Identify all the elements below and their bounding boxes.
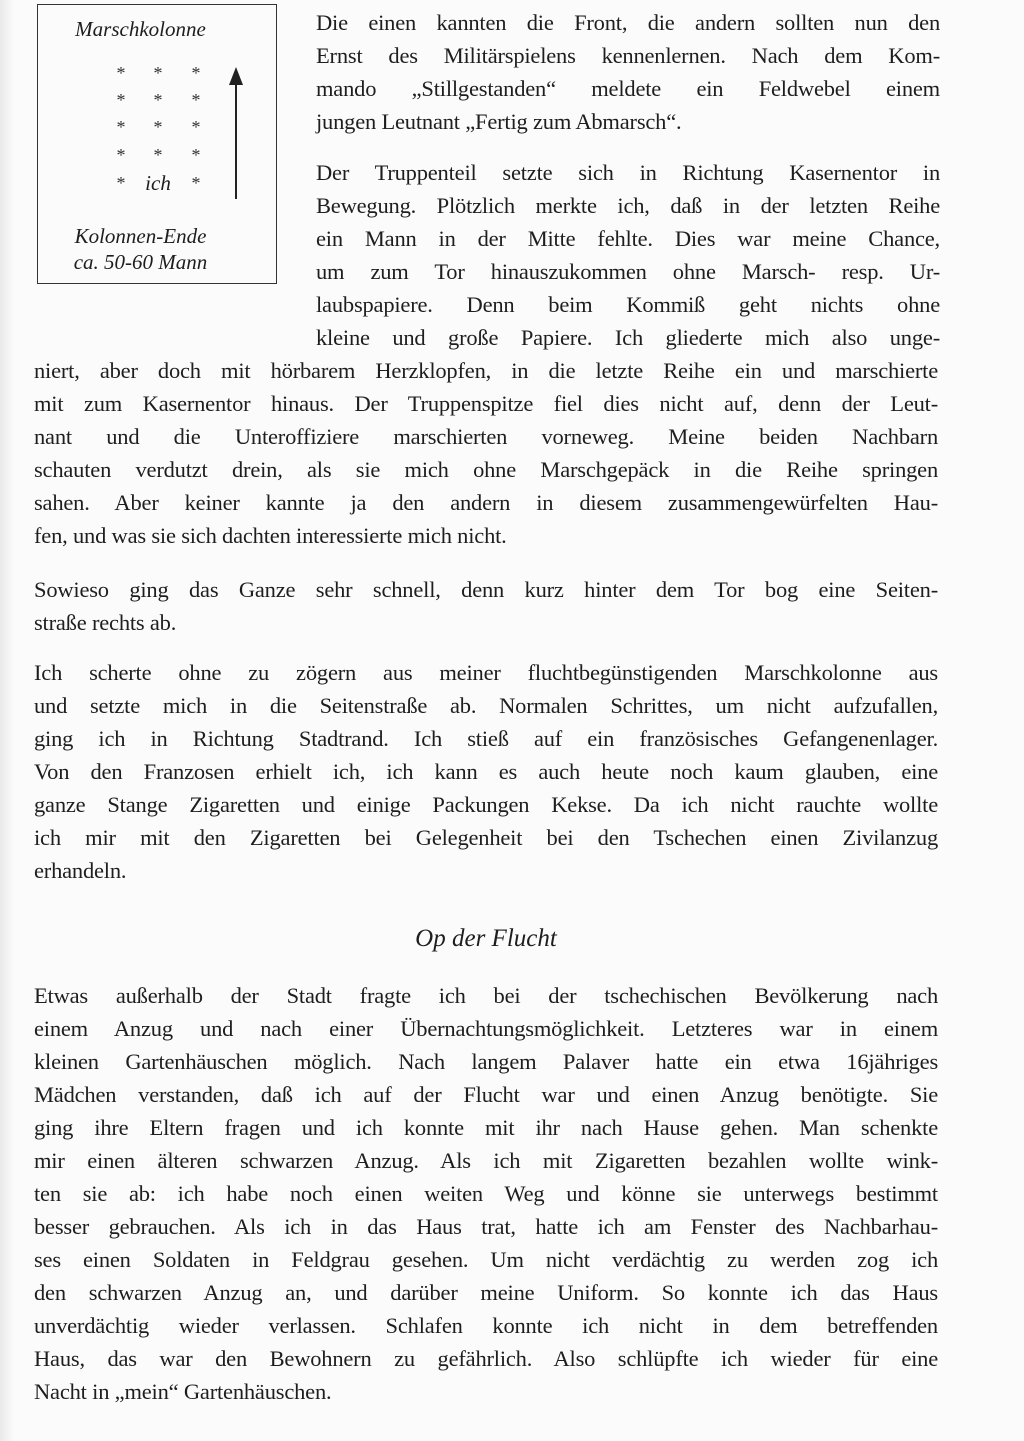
soldier-marker: * [153, 145, 163, 165]
text-line: besser gebrauchen. Als ich in das Haus trat, hatte ich am Fenster des Nachbarhau- [34, 1214, 938, 1239]
text-line: und setzte mich in die Seitenstraße ab. Normalen Schrittes, um nicht aufzufallen, [34, 693, 938, 718]
text-line: Nacht in „mein“ Gartenhäuschen. [34, 1379, 332, 1404]
section-heading: Op der Flucht [415, 925, 557, 952]
text-line: Mädchen verstanden, daß ich auf der Flucht war und einen Anzug benötigte. Sie [34, 1082, 938, 1107]
soldier-marker: * [191, 63, 201, 83]
text-line: sahen. Aber keiner kannte ja den andern in diesem zusammengewürfelten Hau- [34, 490, 938, 515]
marching-column-figure [37, 4, 277, 284]
text-line: kleine und große Papiere. Ich gliederte mich also unge- [316, 325, 940, 350]
text-line: kleinen Gartenhäuschen möglich. Nach langem Palaver hatte ein etwa 16jähriges [34, 1049, 938, 1074]
text-line: den schwarzen Anzug an, und darüber meine Uniform. So konnte ich das Haus [34, 1280, 938, 1305]
soldier-marker: * [191, 145, 201, 165]
soldier-marker: * [191, 90, 201, 110]
text-line: ses einen Soldaten in Feldgrau gesehen. Um nicht verdächtig zu werden zog ich [34, 1247, 938, 1272]
text-line: fen, und was sie sich dachten interessierte mich nicht. [34, 523, 507, 548]
text-line: Bewegung. Plötzlich merkte ich, daß in der letzten Reihe [316, 193, 940, 218]
soldier-marker: * [191, 173, 201, 193]
text-line: mir einen älteren schwarzen Anzug. Als ich mit Zigaretten bezahlen wollte wink- [34, 1148, 938, 1173]
text-line: ging ihre Eltern fragen und ich konnte mit ihr nach Hause gehen. Man schenkte [34, 1115, 938, 1140]
text-line: jungen Leutnant „Fertig zum Abmarsch“. [316, 109, 682, 134]
figure-footer-headcount: ca. 50-60 Mann [73, 250, 208, 274]
text-line: einem Anzug und nach einer Übernachtungsmöglichkeit. Letzteres war in einem [34, 1016, 938, 1041]
text-line: schauten verdutzt drein, als sie mich ohne Marschgepäck in die Reihe springen [34, 457, 938, 482]
soldier-marker: * [116, 90, 126, 110]
text-line: ging ich in Richtung Stadtrand. Ich stieß auf ein französisches Gefangenenlager. [34, 726, 938, 751]
text-line: mit zum Kasernentor hinaus. Der Truppenspitze fiel dies nicht auf, denn der Leut- [34, 391, 938, 416]
text-line: um zum Tor hinauszukommen ohne Marsch- resp. Ur- [316, 259, 940, 284]
text-line: Die einen kannten die Front, die andern sollten nun den [316, 10, 940, 35]
text-line: Etwas außerhalb der Stadt fragte ich bei der tschechischen Bevölkerung nach [34, 983, 938, 1008]
text-line: laubspapiere. Denn beim Kommiß geht nichts ohne [316, 292, 940, 317]
scan-page-edge-shadow [0, 0, 14, 1441]
figure-self-marker: ich [145, 171, 171, 195]
text-line: Haus, das war den Bewohnern zu gefährlich. Also schlüpfte ich wieder für eine [34, 1346, 938, 1371]
soldier-marker: * [153, 63, 163, 83]
text-line: unverdächtig wieder verlassen. Schlafen konnte ich nicht in dem betreffenden [34, 1313, 938, 1338]
soldier-marker: * [116, 117, 126, 137]
arrow-shaft [235, 81, 237, 199]
soldier-marker: * [116, 63, 126, 83]
text-line: Ernst des Militärspielens kennenlernen. Nach dem Kom- [316, 43, 940, 68]
text-line: Sowieso ging das Ganze sehr schnell, denn kurz hinter dem Tor bog eine Seiten- [34, 577, 938, 602]
soldier-marker: * [116, 173, 126, 193]
soldier-marker: * [153, 90, 163, 110]
text-line: erhandeln. [34, 858, 127, 883]
text-line: niert, aber doch mit hörbarem Herzklopfen, in die letzte Reihe ein und marschierte [34, 358, 938, 383]
text-line: Der Truppenteil setzte sich in Richtung Kasernentor in [316, 160, 940, 185]
text-line: nant und die Unteroffiziere marschierten vorneweg. Meine beiden Nachbarn [34, 424, 938, 449]
soldier-marker: * [116, 145, 126, 165]
text-line: ein Mann in der Mitte fehlte. Dies war meine Chance, [316, 226, 940, 251]
text-line: straße rechts ab. [34, 610, 177, 635]
figure-title: Marschkolonne [75, 17, 206, 41]
text-line: mando „Stillgestanden“ meldete ein Feldwebel einem [316, 76, 940, 101]
text-line: ich mir mit den Zigaretten bei Gelegenheit bei den Tschechen einen Zivilanzug [34, 825, 938, 850]
figure-footer-column-end: Kolonnen-Ende [74, 224, 207, 248]
text-line: Von den Franzosen erhielt ich, ich kann es auch heute noch kaum glauben, eine [34, 759, 938, 784]
text-line: ganze Stange Zigaretten und einige Packungen Kekse. Da ich nicht rauchte wollte [34, 792, 938, 817]
soldier-marker: * [153, 117, 163, 137]
text-line: ten sie ab: ich habe noch einen weiten Weg und könne sie unterwegs bestimmt [34, 1181, 938, 1206]
text-line: Ich scherte ohne zu zögern aus meiner fluchtbegünstigenden Marschkolonne aus [34, 660, 938, 685]
soldier-marker: * [191, 117, 201, 137]
